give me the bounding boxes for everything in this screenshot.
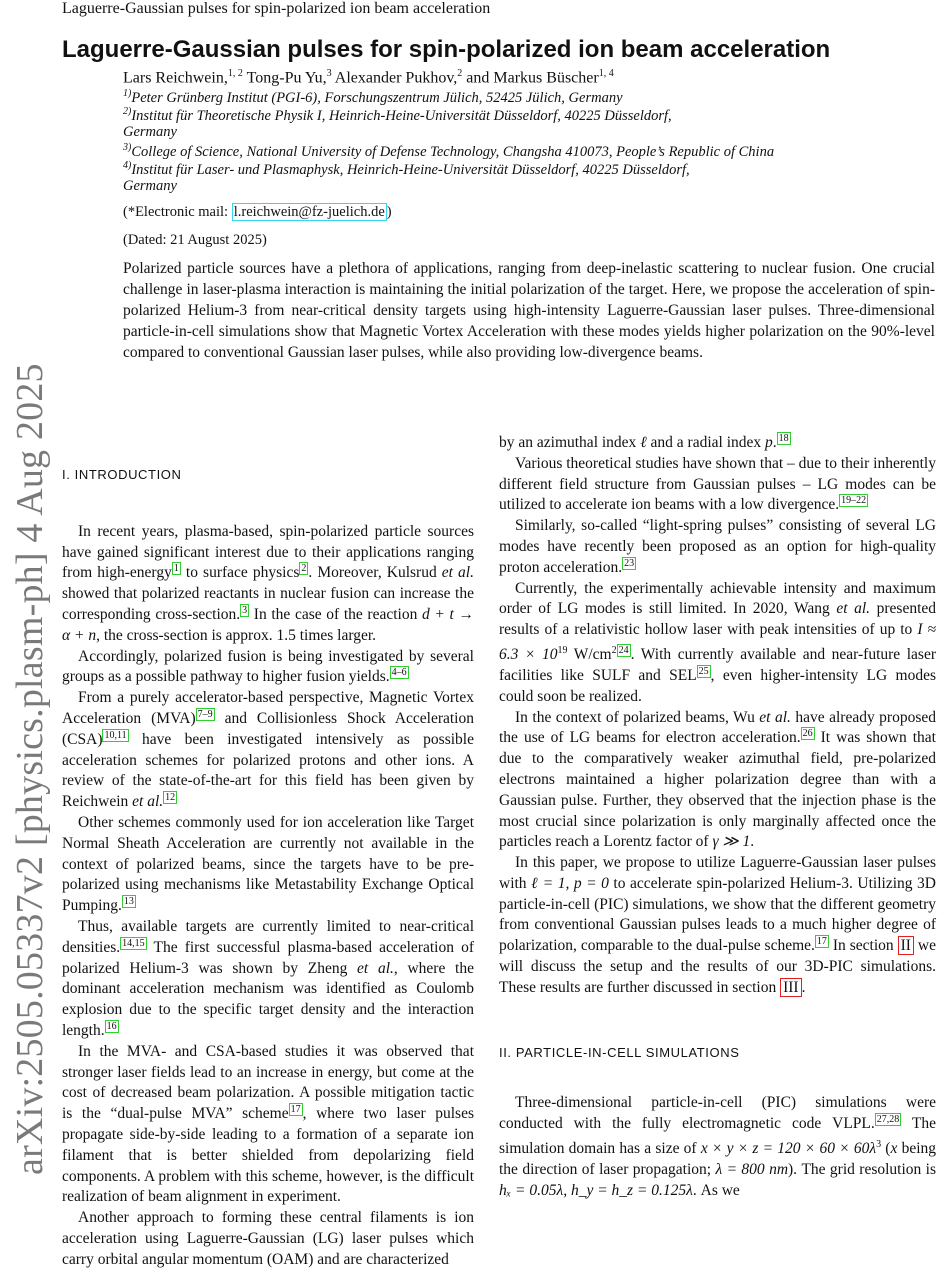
author-affil: 1, 2 xyxy=(227,68,243,79)
paragraph: by an azimuthal index ℓ and a radial index p. $^{18}$ xyxy=(499,432,789,451)
paragraph: In the MVA- and CSA-based studies it was observed that stronger laser fields lead to an increase in energy, but come at the cost of decreased beam polarization. A possible mitigation tactic is the “dual-pulse MVA” scheme $^{17}$ , where two laser pulses propagate side-by-side leading to a formation of a separate ion filament that is better shielded from depolarizing field components. A problem with this scheme, however, is the difficult realization of beam alignment in experiment. xyxy=(62,1042,474,1206)
right-column xyxy=(499,433,936,1202)
affiliation-4: $^{4)}$Institut für Laser- und Plasmaphysk, Heinrich-Heine-Universität Düsseldorf, 40225 Düsseldorf, xyxy=(123,160,690,178)
author-affil: 1, 4 xyxy=(598,68,614,79)
author-affil: 3 xyxy=(326,68,332,79)
affiliation-2-cont: Germany xyxy=(123,124,177,140)
citation-link[interactable]: 12 xyxy=(165,792,176,803)
citation-link[interactable]: 4–6 xyxy=(391,667,407,679)
citation-link[interactable]: 7–9 xyxy=(197,708,213,720)
left-column xyxy=(62,465,474,1270)
citation-link[interactable]: 14,15 xyxy=(122,937,145,949)
paragraph: Similarly, so-called “light-spring pulses” consisting of several LG modes have recently been proposed as an option for high-quality proton acceleration. $^{23}$ xyxy=(499,517,936,576)
citation-link[interactable]: 26 xyxy=(802,728,813,740)
author-affil: 2 xyxy=(457,68,463,79)
citation-link[interactable]: 19–22 xyxy=(841,495,867,507)
email-link[interactable]: l.reichwein@fz-juelich.de xyxy=(233,204,385,220)
paragraph: Other schemes commonly used for ion acceleration like Target Normal Sheath Acceleration are currently not available in the context of polarized beams, since the targets have to be pre-polarized using mechanisms like Metastability Exchange Optical Pumping. $^{13}$ xyxy=(62,813,474,915)
affiliation-3: $^{3)}$College of Science, National University of Defense Technology, Changsha 410073, People’s Republic of China xyxy=(123,142,775,160)
abstract: Polarized particle sources have a plethora of applications, ranging from deep-inelastic scattering to nuclear fusion. One crucial challenge in laser-plasma interaction is maintaining the initial polarization of the target. Here, we propose the acceleration of spin-polarized Helium-3 from near-critical density targets using high-intensity Laguerre-Gaussian laser pulses. Three-dimensional particle-in-cell simulations show that Magnetic Vortex Acceleration with these modes yields higher polarization on the 90%-level compared to conventional Gaussian laser pulses, while also providing low-divergence beams. xyxy=(123,260,935,361)
affiliation-4-cont: Germany xyxy=(123,178,177,194)
section-heading-pic: II. PARTICLE-IN-CELL SIMULATIONS xyxy=(499,1044,740,1060)
paragraph: Accordingly, polarized fusion is being investigated by several groups as a possible pathway to higher fusion yields. $^{4-6}$ xyxy=(62,647,474,686)
paragraph: In recent years, plasma-based, spin-polarized particle sources have gained significant interest due to their applications ranging from high-energy $^1$ to surface physics $^2$ . Moreover, Kulsrud et al. showed that polarized reactants in nuclear fusion can increase the corresponding cross-section. $^3$ In the case of the reaction d + t → α + n, the cross-section is approx. 1.5 times larger. xyxy=(62,522,474,644)
affiliation-2: $^{2)}$Institut für Theoretische Physik I, Heinrich-Heine-Universität Düsseldorf, 40225 Düsseldorf, xyxy=(123,106,672,124)
paragraph: Three-dimensional particle-in-cell (PIC) simulations were conducted with the fully electromagnetic code VLPL. $^{27,28}$ The simulation domain has a size of $x \times y \times z = 120 \times 60 \times 60\lambda^3$ (x being the direction of laser propagation; λ = 800 nm). The grid resolution is hₓ = 0.05λ, h_y = h_z = 0.125λ. As we xyxy=(499,1094,936,1199)
citation-link[interactable]: 16 xyxy=(106,1020,117,1032)
paragraph: In this paper, we propose to utilize Laguerre-Gaussian laser pulses with ℓ = 1, p = 0 to accelerate spin-polarized Helium-3. Utilizing 3D particle-in-cell (PIC) simulations, we show that the different geometry from conventional Gaussian pulses leads to a much higher degree of polarization, comparable to the dual-pulse scheme. $^{17}$ In section II we will discuss the setup and the results of our 3D-PIC simulations. These results are further discussed in section III . xyxy=(499,854,937,996)
date-line: (Dated: 21 August 2025) xyxy=(123,232,267,248)
paragraph: From a purely accelerator-based perspective, Magnetic Vortex Acceleration (MVA) $^{7-9}$ and Collisionless Shock Acceleration (CSA) $^{10,11}$ have been investigated intensively as possible acceleration schemes for polarized protons and other ions. A review of the state-of-the-art for this field has been given by Reichwein et al. $^{12}$ xyxy=(62,689,474,811)
citation-link[interactable]: 1 xyxy=(173,563,179,575)
author-name: and Markus Büscher xyxy=(466,69,599,87)
citation-link[interactable]: 27,28 xyxy=(876,1114,900,1126)
paragraph: Thus, available targets are currently limited to near-critical densities. $^{14,15}$ The first successful plasma-based acceleration of polarized Helium-3 was shown by Zheng et al., where the dominant acceleration mechanism was identified as Coulomb explosion due to the specific target density and the interaction length. $^{16}$ xyxy=(62,917,474,1039)
citation-link[interactable]: 24 xyxy=(618,644,629,656)
citation-link[interactable]: 3 xyxy=(242,604,248,616)
affiliation-1: $^{1)}$Peter Grünberg Institut (PGI-6), Forschungszentrum Jülich, 52425 Jülich, Germany xyxy=(123,88,623,106)
author-name: Lars Reichwein, xyxy=(123,69,228,87)
author-name: Tong-Pu Yu, xyxy=(246,69,327,87)
citation-link[interactable]: 10,11 xyxy=(104,729,127,741)
author-name: Alexander Pukhov, xyxy=(334,69,458,87)
paragraph: Various theoretical studies have shown that – due to their inherently different field structure from Gaussian pulses – LG modes can be utilized to accelerate ion beams with a low divergence. $^{19-22}$ xyxy=(499,454,936,514)
citation-link[interactable]: 17 xyxy=(290,1103,301,1115)
arxiv-identifier: arXiv:2505.05337v2 [physics.plasm-ph] 4 Aug 2025 xyxy=(9,363,51,1175)
author-list xyxy=(123,68,614,87)
citation-link[interactable]: 2 xyxy=(301,563,307,575)
citation-link[interactable]: 13 xyxy=(123,895,134,907)
citation-link[interactable]: 23 xyxy=(624,557,635,569)
section-link[interactable]: II xyxy=(898,936,914,955)
paragraph: Another approach to forming these central filaments is ion acceleration using Laguerre-Gaussian (LG) laser pulses which carry orbital angular momentum (OAM) and are characterized xyxy=(62,1209,474,1268)
paragraph: In the context of polarized beams, Wu et al. have already proposed the use of LG beams for electron acceleration. $^{26}$ It was shown that due to the comparatively weaker azimuthal field, pre-polarized electrons maintained a higher polarization degree than with a Gaussian pulse. Further, they observed that the injection phase is the most crucial since polarization is only marginally affected once the particles reach a Lorentz factor of γ ≫ 1. xyxy=(499,708,936,851)
section-heading-introduction: I. INTRODUCTION xyxy=(62,467,182,482)
paper-title: Laguerre-Gaussian pulses for spin-polarized ion beam acceleration xyxy=(62,36,831,63)
citation-link[interactable]: 25 xyxy=(698,665,709,677)
citation-link[interactable]: 18 xyxy=(778,432,789,444)
citation-link[interactable]: 17 xyxy=(816,936,827,948)
section-link[interactable]: III xyxy=(780,978,802,997)
email-line: (*Electronic mail: l.reichwein@fz-juelich.de ) xyxy=(123,204,392,220)
running-head: Laguerre-Gaussian pulses for spin-polarized ion beam acceleration xyxy=(62,0,491,17)
paragraph: Currently, the experimentally achievable intensity and maximum order of LG modes is still limited. In 2020, Wang et al. presented results of a relativistic hollow laser with peak intensities of up to $I \approx 6.3 \times 10^{19}$ $W/cm^2$ $^{24}$ . With currently available and near-future laser facilities like SULF and SEL $^{25}$ , even higher-intensity LG modes could soon be realized. xyxy=(499,579,937,705)
